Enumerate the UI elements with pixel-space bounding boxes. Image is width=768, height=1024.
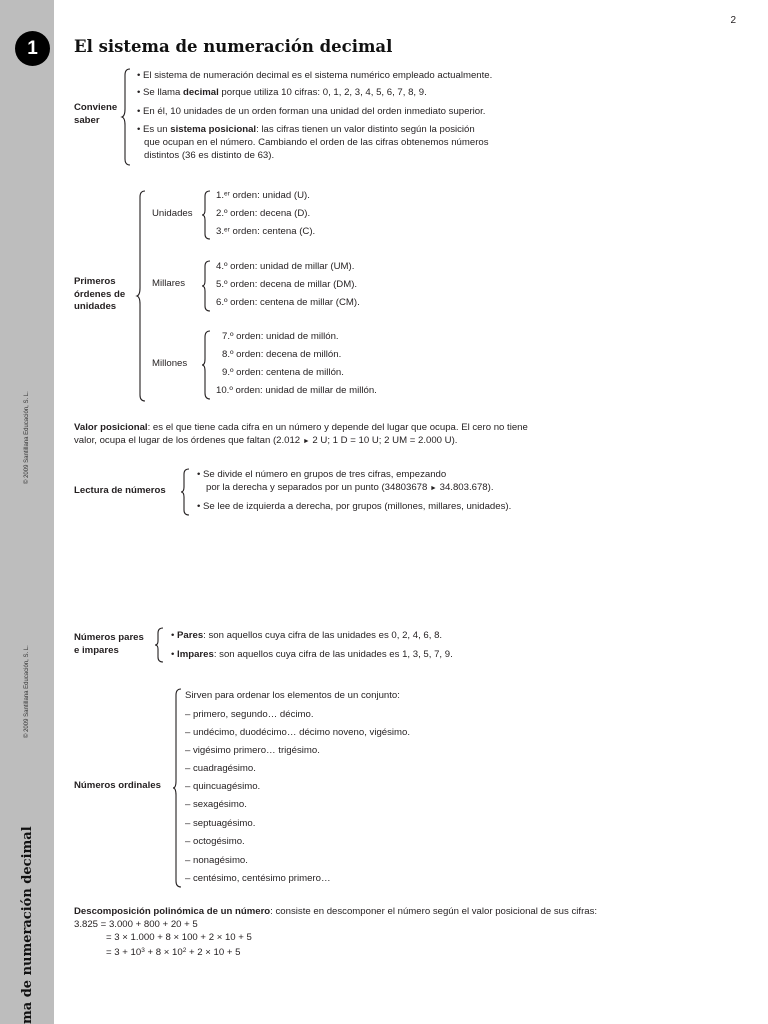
equation-line: 3.825 = 3.000 + 800 + 20 + 5 xyxy=(74,919,198,930)
order-item: 10.º orden: unidad de millar de millón. xyxy=(216,385,377,396)
page-title: El sistema de numeración decimal xyxy=(74,37,393,56)
equation-line: = $3 + 10^3 + 8 \times 10^2 + 2 \times 10 + 5$ xyxy=(106,947,241,958)
copyright-note: © 2009 Santillana Educación, S. L. xyxy=(24,645,30,738)
bullet-item: • Se lee de izquierda a derecha, por grupos (millones, millares, unidades). xyxy=(197,501,512,512)
group-label-millones: Millones xyxy=(152,358,188,369)
order-item: 2.º orden: decena (D). xyxy=(216,208,311,219)
order-item: 6.º orden: centena de millar (CM). xyxy=(216,297,360,308)
chapter-badge: 1 xyxy=(15,31,50,66)
list-item: – octogésimo. xyxy=(185,836,245,847)
order-item: 3.ᵉʳ orden: centena (C). xyxy=(216,226,316,237)
valor-posicional-text: Valor posicional: es el que tiene cada cifra en un número y depende del lugar que ocupa. El cero no tiene xyxy=(74,422,528,433)
bullet-item: • En él, 10 unidades de un orden forman una unidad del orden inmediato superior. xyxy=(137,106,486,117)
list-item: – centésimo, centésimo primero… xyxy=(185,873,331,884)
brace xyxy=(202,261,212,311)
brace xyxy=(122,69,132,165)
arrow-right-icon: ► xyxy=(430,485,437,492)
list-item: – quincuagésimo. xyxy=(185,781,261,792)
section-heading-conviene-saber: Conviene saber xyxy=(74,102,118,126)
ordinales-intro: Sirven para ordenar los elementos de un conjunto: xyxy=(185,690,400,701)
list-item: – undécimo, duodécimo… décimo noveno, vigésimo. xyxy=(185,727,411,738)
order-item: 4.º orden: unidad de millar (UM). xyxy=(216,261,355,272)
list-item: – septuagésimo. xyxy=(185,818,256,829)
order-item: 5.º orden: decena de millar (DM). xyxy=(216,279,358,290)
brace xyxy=(202,331,212,399)
brace xyxy=(137,191,147,401)
list-item: – sexagésimo. xyxy=(185,799,247,810)
equation-line: = 3 × 1.000 + 8 × 100 + 2 × 10 + 5 xyxy=(106,932,252,943)
bullet-item: • Se llama decimal porque utiliza 10 cifras: 0, 1, 2, 3, 4, 5, 6, 7, 8, 9. xyxy=(137,87,427,98)
bullet-continuation: que ocupan en el número. Cambiando el orden de las cifras obtenemos números xyxy=(144,137,489,148)
descomposicion-text: Descomposición polinómica de un número: consiste en descomponer el número según el valor posicional de sus cifras: xyxy=(74,906,598,917)
order-item: 1.ᵉʳ orden: unidad (U). xyxy=(216,190,310,201)
order-item: 8.º orden: decena de millón. xyxy=(222,349,342,360)
group-label-millares: Millares xyxy=(152,278,186,289)
valor-posicional-text: valor, ocupa el lugar de los órdenes que faltan (2.012 ► 2 U; 1 D = 10 U; 2 UM = 2.000 U). xyxy=(74,435,458,446)
bullet-continuation: distintos (36 es distinto de 63). xyxy=(144,150,275,161)
brace xyxy=(181,469,191,515)
list-item: – nonagésimo. xyxy=(185,855,248,866)
brace xyxy=(173,689,183,887)
bullet-item: • Es un sistema posicional: las cifras tienen un valor distinto según la posición xyxy=(137,124,475,135)
list-item: – primero, segundo… décimo. xyxy=(185,709,314,720)
order-item: 7.º orden: unidad de millón. xyxy=(222,331,339,342)
arrow-right-icon: ► xyxy=(302,438,310,445)
section-heading-primeros-ordenes: Primeros órdenes de unidades xyxy=(74,276,126,312)
order-item: 9.º orden: centena de millón. xyxy=(222,367,344,378)
section-heading-lectura: Lectura de números xyxy=(74,485,166,496)
group-label-unidades: Unidades xyxy=(152,208,193,219)
bullet-item: • Pares: son aquellos cuya cifra de las unidades es 0, 2, 4, 6, 8. xyxy=(171,630,443,641)
bullet-continuation: por la derecha y separados por un punto (34803678 ► 34.803.678). xyxy=(206,482,494,493)
bullet-item: • Se divide el número en grupos de tres cifras, empezando xyxy=(197,469,447,480)
brace xyxy=(202,191,212,239)
list-item: – vigésimo primero… trigésimo. xyxy=(185,745,320,756)
page-number: 2 xyxy=(730,15,736,26)
section-heading-pares-impares: Números pares e impares xyxy=(74,632,144,656)
copyright-note: © 2009 Santillana Educación, S. L. xyxy=(24,391,30,484)
sidebar-chapter-title: ma de numeración decimal xyxy=(20,826,35,1024)
section-heading-ordinales: Números ordinales xyxy=(74,780,161,791)
bullet-item: • El sistema de numeración decimal es el sistema numérico empleado actualmente. xyxy=(137,70,493,81)
brace xyxy=(155,628,165,662)
list-item: – cuadragésimo. xyxy=(185,763,256,774)
bullet-item: • Impares: son aquellos cuya cifra de las unidades es 1, 3, 5, 7, 9. xyxy=(171,649,453,660)
